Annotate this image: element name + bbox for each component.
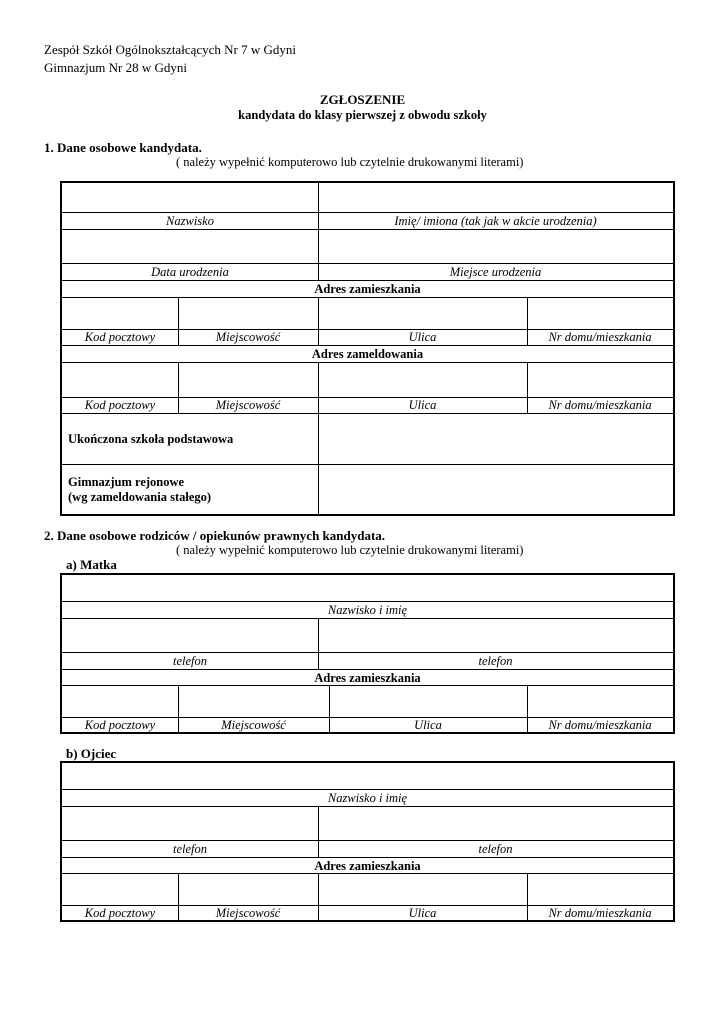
section1-note: ( należy wypełnić komputerowo lub czytelnie drukowanymi literami) [176, 155, 524, 169]
label-ulica: Ulica [408, 330, 437, 344]
label-imie: Imię/ imiona (tak jak w akcie urodzenia) [394, 214, 597, 228]
section1-heading: 1. Dane osobowe kandydata. [44, 140, 202, 155]
father-table [60, 761, 675, 922]
section2-note: ( należy wypełnić komputerowo lub czytelnie drukowanymi literami) [176, 543, 524, 557]
label-telefon: telefon [478, 654, 513, 668]
section2-heading: 2. Dane osobowe rodziców / opiekunów prawnych kandydata. [44, 528, 386, 543]
label-miejscowosc: Miejscowość [215, 906, 281, 920]
label-kod-pocztowy: Kod pocztowy [84, 906, 156, 920]
label-adres-zamieszkania: Adres zamieszkania [314, 671, 421, 685]
label-kod-pocztowy: Kod pocztowy [84, 718, 156, 732]
label-miejscowosc: Miejscowość [221, 718, 286, 732]
label-szkola-podstawowa: Ukończona szkoła podstawowa [68, 432, 234, 446]
label-ulica: Ulica [414, 718, 442, 732]
label-nazwisko-imie: Nazwisko i imię [327, 791, 408, 805]
label-miejscowosc: Miejscowość [215, 398, 281, 412]
label-nr-domu: Nr domu/mieszkania [548, 718, 652, 732]
label-kod-pocztowy: Kod pocztowy [84, 398, 156, 412]
label-telefon: telefon [172, 842, 207, 856]
label-ulica: Ulica [408, 906, 437, 920]
mother-label: a) Matka [66, 557, 117, 572]
label-telefon: telefon [172, 654, 207, 668]
label-adres-zamieszkania: Adres zamieszkania [314, 859, 421, 873]
label-ulica: Ulica [408, 398, 437, 412]
label-adres-zameldowania: Adres zameldowania [311, 347, 424, 361]
label-data-urodzenia: Data urodzenia [151, 265, 229, 279]
candidate-table [60, 181, 675, 516]
label-nr-domu: Nr domu/mieszkania [548, 906, 652, 920]
school-name: Zespół Szkół Ogólnokształcących Nr 7 w Gdyni [44, 42, 297, 57]
father-label: b) Ojciec [66, 746, 117, 761]
label-gimnazjum-note: (wg zameldowania stałego) [68, 490, 212, 504]
label-miejsce-urodzenia: Miejsce urodzenia [449, 265, 542, 279]
form-subtitle: kandydata do klasy pierwszej z obwodu szkoły [238, 108, 487, 122]
label-adres-zamieszkania: Adres zamieszkania [314, 282, 421, 296]
label-miejscowosc: Miejscowość [215, 330, 281, 344]
label-kod-pocztowy: Kod pocztowy [84, 330, 156, 344]
label-telefon: telefon [478, 842, 513, 856]
label-nazwisko: Nazwisko [166, 214, 214, 228]
form-title: ZGŁOSZENIE [319, 92, 406, 107]
mother-table [60, 573, 675, 734]
label-nazwisko-imie: Nazwisko i imię [327, 603, 408, 617]
label-nr-domu: Nr domu/mieszkania [548, 330, 652, 344]
label-nr-domu: Nr domu/mieszkania [548, 398, 652, 412]
label-gimnazjum-rejonowe: Gimnazjum rejonowe [68, 475, 185, 489]
gymnasium-name: Gimnazjum Nr 28 w Gdyni [44, 60, 187, 75]
